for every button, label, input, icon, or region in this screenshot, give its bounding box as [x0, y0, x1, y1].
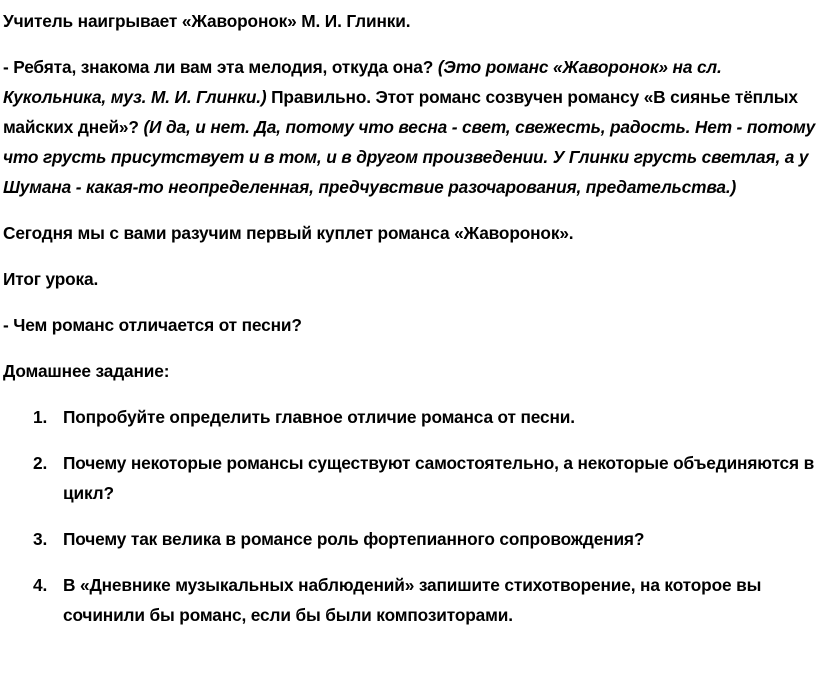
- homework-item-number: 1.: [33, 407, 48, 427]
- homework-item: [3, 448, 816, 508]
- summary-question: - Чем романс отличается от песни?: [3, 315, 302, 335]
- today-line: Сегодня мы с вами разучим первый куплет романса «Жаворонок».: [3, 223, 574, 243]
- homework-item: [3, 402, 816, 432]
- homework-title: Домашнее задание:: [3, 361, 170, 381]
- homework-item: [3, 524, 816, 554]
- homework-item-number: 3.: [33, 529, 48, 549]
- student-answer-2: (И да, и нет. Да, потому что весна - свет, свежесть, радость. Нет - потому что грусть присутствует и в том, и в другом произведении. У Глинки грусть светлая, а у Шумана - какая-то неопределенная, предчувствие разочарования, предательства.): [3, 117, 816, 197]
- dialog-paragraph: [3, 52, 816, 202]
- homework-item: [3, 570, 816, 630]
- intro-line: Учитель наигрывает «Жаворонок» М. И. Глинки.: [3, 11, 411, 31]
- homework-item-text: В «Дневнике музыкальных наблюдений» запишите стихотворение, на которое вы сочинили бы романс, если бы были композиторами.: [63, 575, 762, 625]
- student-answer-1: (Это романс «Жаворонок» на сл. Кукольника, муз. М. И. Глинки.): [3, 57, 722, 107]
- summary-title: Итог урока.: [3, 269, 99, 289]
- homework-item-text: Почему некоторые романсы существуют самостоятельно, а некоторые объединяются в цикл?: [63, 453, 815, 503]
- homework-item-text: Почему так велика в романсе роль фортепианного сопровождения?: [63, 529, 645, 549]
- teacher-question: - Ребята, знакома ли вам эта мелодия, откуда она?: [3, 57, 434, 77]
- homework-item-text: Попробуйте определить главное отличие романса от песни.: [63, 407, 575, 427]
- homework-list: [3, 402, 816, 630]
- teacher-remark: Правильно. Этот романс созвучен романсу «В сиянье тёплых майских дней»?: [3, 87, 798, 137]
- homework-item-number: 4.: [33, 575, 48, 595]
- homework-item-number: 2.: [33, 453, 48, 473]
